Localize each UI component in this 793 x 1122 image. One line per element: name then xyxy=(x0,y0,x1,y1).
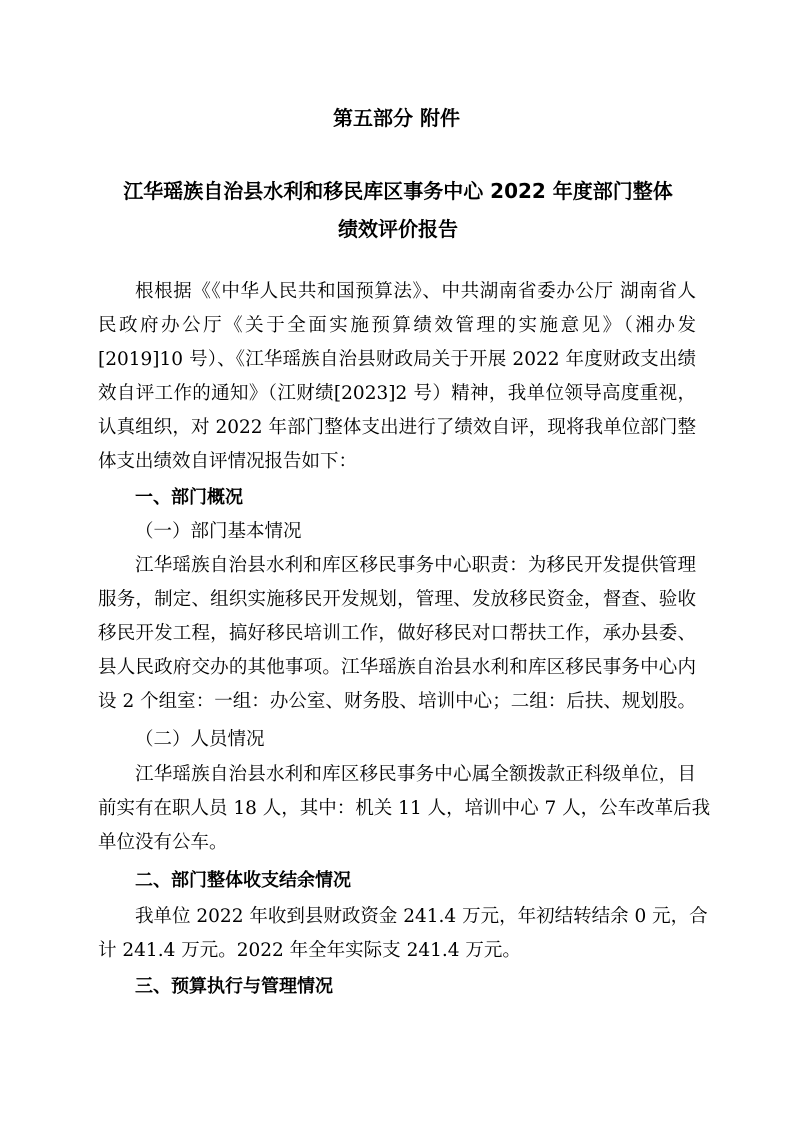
section-3-heading: 三、预算执行与管理情况 xyxy=(135,976,333,997)
intro-line-3: [2019]10 号）、《江华瑶族自治县财政局关于开展 2022 年度财政支出绩 xyxy=(98,349,696,370)
intro-line-4: 效自评工作的通知》（江财绩[2023]2 号）精神，我单位领导高度重视， xyxy=(98,383,696,404)
intro-line-6: 体支出绩效自评情况报告如下： xyxy=(98,451,358,472)
sub-2-line-2: 前实有在职人员 18 人，其中：机关 11 人，培训中心 7 人，公车改革后我 xyxy=(98,798,711,819)
section-1-heading: 一、部门概况 xyxy=(135,487,243,508)
section-1-sub-2-heading: （二）人员情况 xyxy=(135,729,265,750)
sub-1-line-3: 移民开发工程，搞好移民培训工作，做好移民对口帮扶工作，承办县委、 xyxy=(98,623,696,644)
report-title-line-1: 江华瑶族自治县水利和移民库区事务中心 2022 年度部门整体 xyxy=(123,179,673,203)
intro-line-5: 认真组织，对 2022 年部门整体支出进行了绩效自评，现将我单位部门整 xyxy=(98,417,696,438)
sub-1-line-2: 服务，制定、组织实施移民开发规划，管理、发放移民资金，督查、验收 xyxy=(98,589,696,610)
report-title xyxy=(98,172,698,248)
report-title-line-2: 绩效评价报告 xyxy=(338,217,458,241)
section-2-heading: 二、部门整体收支结余情况 xyxy=(135,870,351,891)
sub-2-line-3: 单位没有公车。 xyxy=(98,832,228,853)
intro-line-1: 根根据《《中华人民共和国预算法》、中共湖南省委办公厅 湖南省人 xyxy=(135,281,696,302)
sub-1-line-5: 设 2 个组室：一组：办公室、财务股、培训中心；二组：后扶、规划股。 xyxy=(98,691,696,712)
section-1-sub-1-heading: （一）部门基本情况 xyxy=(135,521,302,542)
sub-1-line-1: 江华瑶族自治县水利和库区移民事务中心职责：为移民开发提供管理 xyxy=(135,555,696,576)
sub-1-line-4: 县人民政府交办的其他事项。江华瑶族自治县水利和库区移民事务中心内 xyxy=(98,657,696,678)
sub-2-line-1: 江华瑶族自治县水利和库区移民事务中心属全额拨款正科级单位，目 xyxy=(135,764,696,785)
part-title: 第五部分 附件 xyxy=(333,106,460,130)
section-2-line-1: 我单位 2022 年收到县财政资金 241.4 万元，年初结转结余 0 元，合 xyxy=(135,906,708,927)
intro-line-2: 民政府办公厅《关于全面实施预算绩效管理的实施意见》（湘办发 xyxy=(98,315,696,336)
section-2-line-2: 计 241.4 万元。2022 年全年实际支 241.4 万元。 xyxy=(98,940,521,961)
